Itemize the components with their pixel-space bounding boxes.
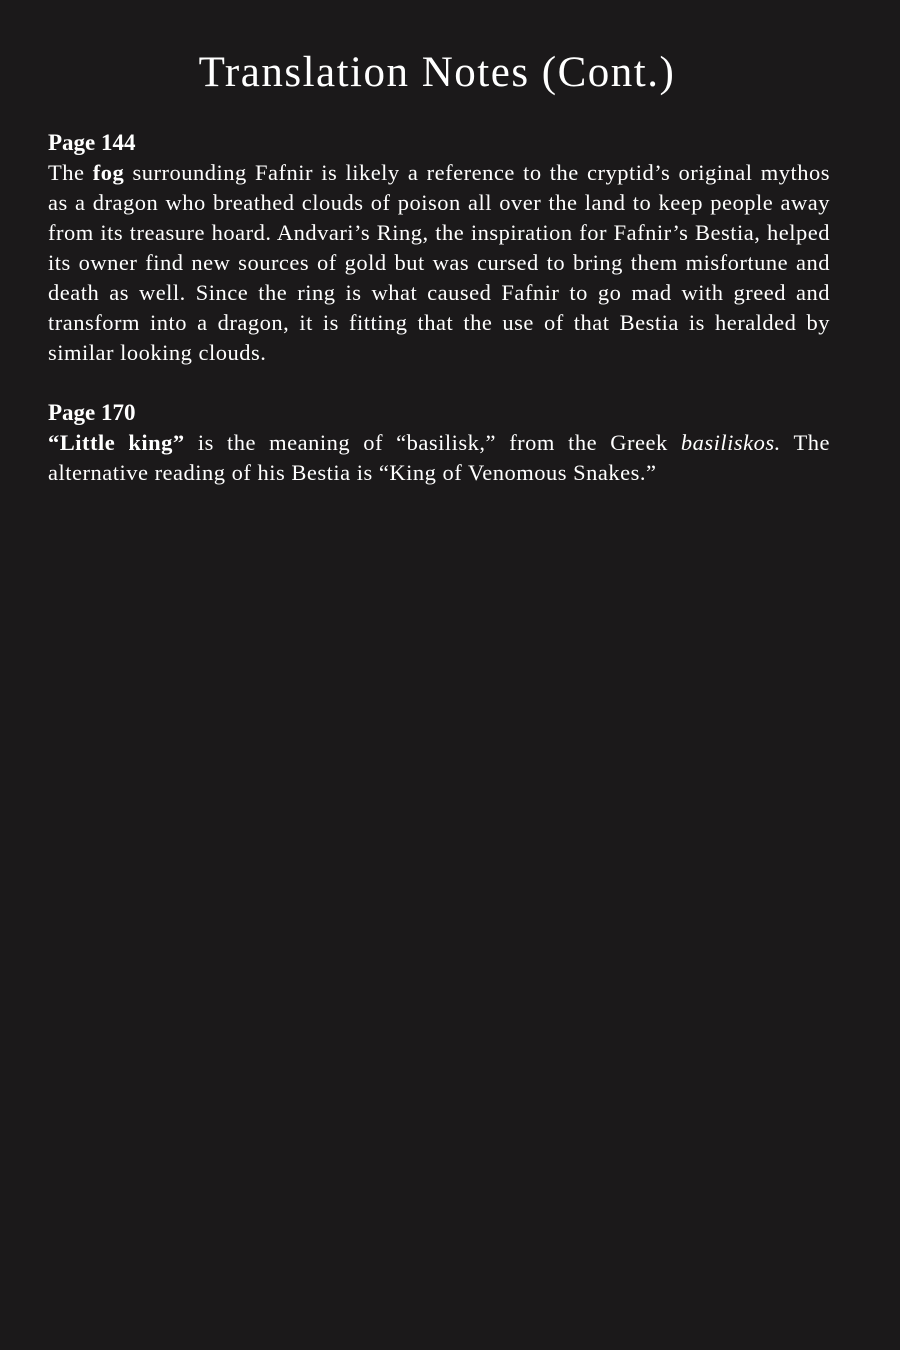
note-body-text-end: The alternative reading of his Bestia is “King of Venomous Snakes.”: [48, 430, 830, 485]
note-page-144: [48, 128, 830, 368]
note-italic-term: basiliskos.: [680, 430, 781, 455]
note-page-170: [48, 398, 830, 488]
note-heading: Page 144: [48, 130, 136, 155]
note-body-text: is the meaning of “basilisk,” from the Greek: [184, 430, 681, 455]
page-title: Translation Notes (Cont.): [198, 49, 676, 96]
note-term: “Little king”: [48, 430, 185, 455]
note-body: [48, 158, 830, 368]
note-body-text: surrounding Fafnir is likely a reference to the cryptid’s original mythos as a dragon who breathed clouds of poison all over the land to keep people away from its treasure hoard. Andvari’s Ring, the inspiration for Fafnir’s Bestia, helped its owner find new sources of gold but was cursed to bring them misfortune and death as well. Since the ring is what caused Fafnir to go mad with greed and transform into a dragon, it is fitting that the use of that Bestia is heralded by similar looking clouds.: [48, 160, 831, 365]
note-body-lead: The: [48, 160, 93, 185]
note-body: [48, 428, 830, 488]
note-heading: Page 170: [48, 400, 136, 425]
note-term: fog: [92, 160, 125, 185]
